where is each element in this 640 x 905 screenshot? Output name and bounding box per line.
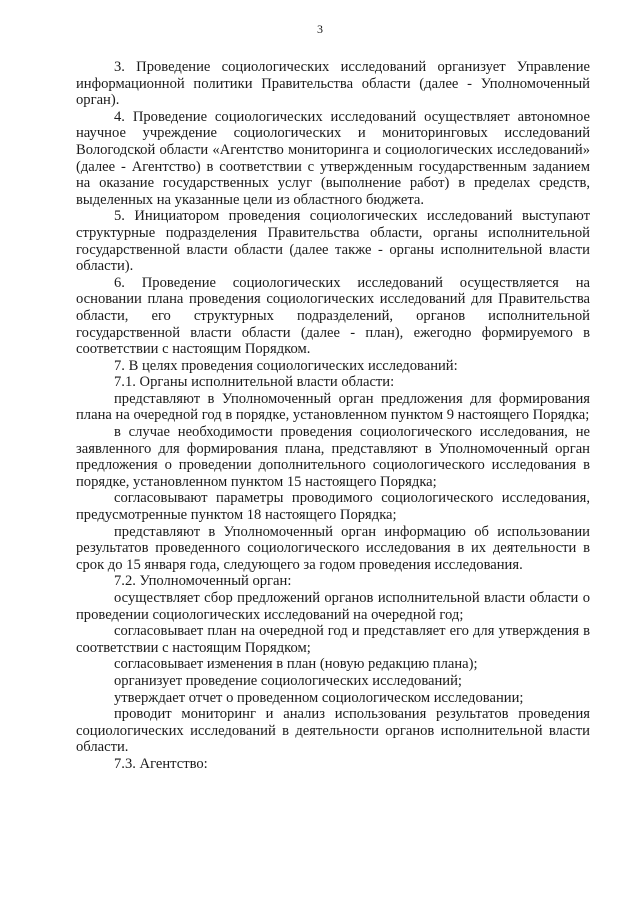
subsection-heading-7-2: 7.2. Уполномоченный орган: (114, 573, 292, 590)
list-item: согласовывает план на очередной год и представляет его для утверждения в соответствии с настоящим Порядком; (76, 623, 590, 656)
list-item: проводит мониторинг и анализ использования результатов проведения социологических исследований в деятельности органов исполнительной власти области. (76, 706, 590, 756)
paragraph-item-6: 6. Проведение социологических исследований осуществляется на основании плана проведения социологических исследований для Правительства области, его структурных подразделений, органов исполнительной государственной власти области (далее - план), ежегодно формируемого в соответствии с настоящим Порядком. (76, 274, 590, 358)
paragraph-item-3: 3. Проведение социологических исследований организует Управление информационной политики Правительства области (далее - Уполномоченный орган). (76, 59, 590, 109)
document-body (76, 59, 590, 773)
list-item: согласовывает изменения в план (новую редакцию плана); (114, 656, 478, 673)
paragraph-item-7: 7. В целях проведения социологических исследований: (114, 357, 458, 374)
list-item: в случае необходимости проведения социологического исследования, не заявленного для формирования плана, представляют в Уполномоченный орган предложения о проведении дополнительного социологического исследования в порядке, установленном пунктом 15 настоящего Порядка; (76, 424, 590, 490)
list-item: согласовывают параметры проводимого социологического исследования, предусмотренные пунктом 18 настоящего Порядка; (76, 490, 590, 524)
list-item: представляют в Уполномоченный орган предложения для формирования плана на очередной год в порядке, установленном пунктом 9 настоящего Порядка; (76, 390, 590, 424)
subsection-heading-7-3: 7.3. Агентство: (114, 755, 208, 772)
page-number: 3 (317, 22, 323, 36)
list-item: утверждает отчет о проведенном социологическом исследовании; (114, 689, 524, 706)
list-item: организует проведение социологических исследований; (114, 672, 462, 689)
list-item: осуществляет сбор предложений органов исполнительной власти области о проведении социологических исследований на очередной год; (76, 590, 590, 623)
paragraph-item-4: 4. Проведение социологических исследований осуществляет автономное научное учреждение социологических и мониторинговых исследований Вологодской области «Агентство мониторинга и социологических исследований» (далее - Агентство) в соответствии с утвержденным государственным заданием на оказание государственных услуг (выполнение работ) в пределах средств, выделенных на указанные цели из областного бюджета. (76, 108, 590, 208)
subsection-heading-7-1: 7.1. Органы исполнительной власти области: (114, 374, 395, 391)
paragraph-item-5: 5. Инициатором проведения социологических исследований выступают структурные подразделения Правительства области, органы исполнительной государственной власти области (далее также - органы исполнительной власти области). (76, 208, 590, 275)
list-item: представляют в Уполномоченный орган информацию об использовании результатов проведенного социологического исследования в их деятельности в срок до 15 января года, следующего за годом проведения исследования. (76, 523, 590, 573)
